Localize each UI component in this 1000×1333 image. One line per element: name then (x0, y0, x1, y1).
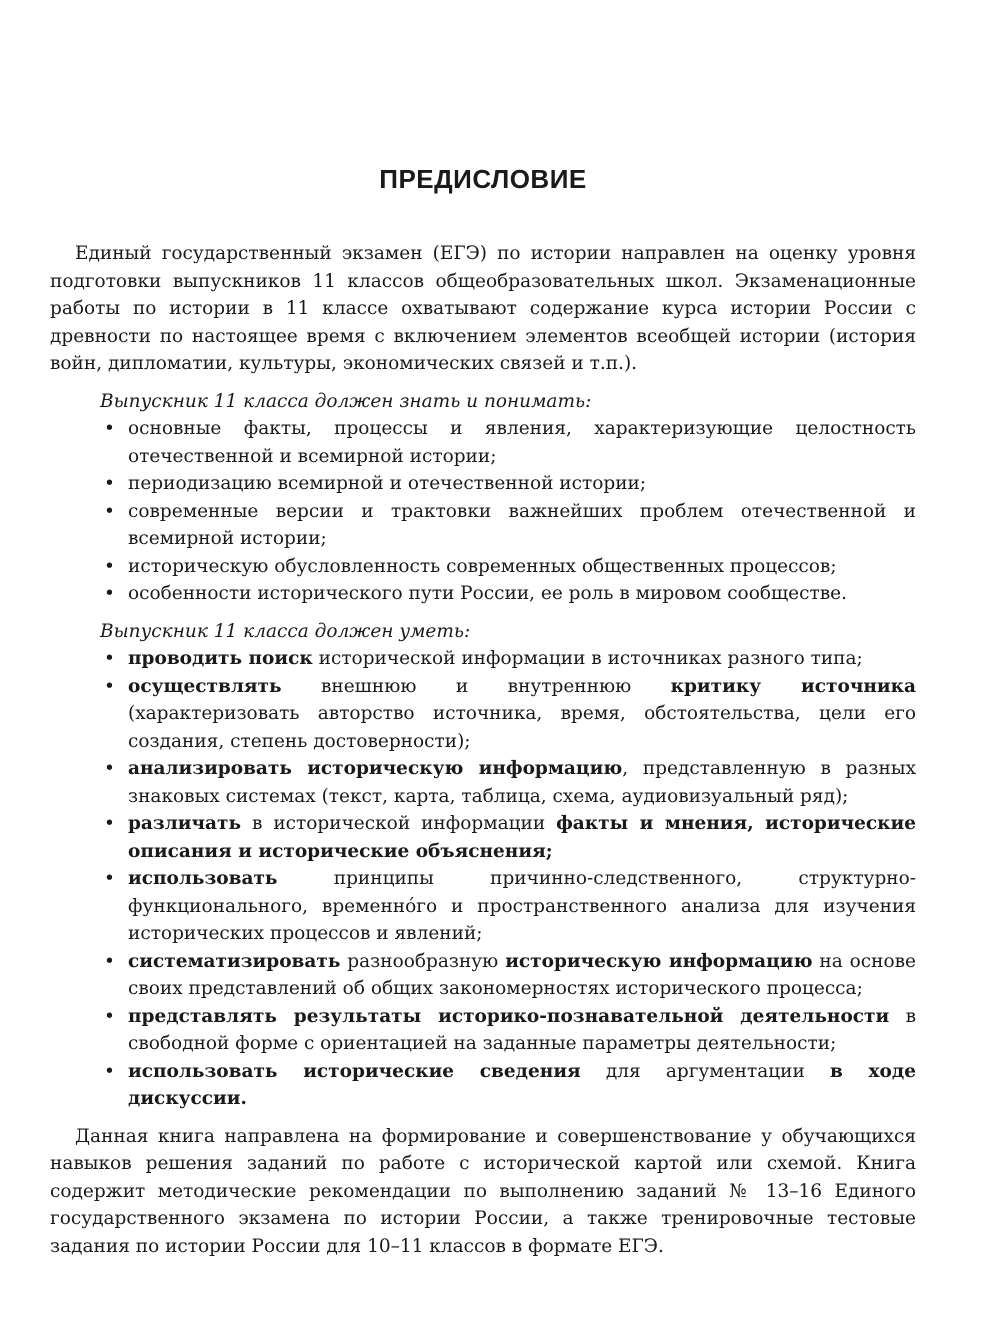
bold-phrase: использовать исторические сведения (128, 1060, 581, 1082)
list-item: • историческую обусловленность современных общественных процессов; (128, 553, 916, 581)
item-text: исторической информации в источниках разного типа; (312, 648, 863, 669)
bold-phrase: факты и мнения, исторические описания и исторические объяснения; (128, 813, 916, 862)
list-item: • основные факты, процессы и явления, характеризующие целостность отечественной и всемирной истории; (128, 415, 916, 470)
page-title: ПРЕДИСЛОВИЕ (379, 164, 587, 194)
can-lead: Выпускник 11 класса должен уметь: (100, 620, 471, 642)
item-text: , представленную в разных знаковых системах (текст, карта, таблица, схема, аудиовизуальный ряд); (128, 758, 917, 807)
list-item (128, 1003, 916, 1058)
list-item (128, 810, 916, 865)
bold-phrase: критику источника (670, 675, 916, 697)
list-item (128, 1058, 916, 1113)
item-text: на основе своих представлений об общих закономерностях исторического процесса; (128, 950, 916, 999)
bold-phrase: анализировать историческую информацию (128, 758, 623, 779)
list-item: • периодизацию всемирной и отечественной истории; (128, 470, 916, 498)
list-item (128, 865, 916, 948)
bold-phrase: систематизировать (128, 950, 341, 972)
know-list (50, 415, 916, 608)
closing-paragraph: Данная книга направлена на формирование и совершенствование у обучающихся навыков решения заданий по работе с исторической картой или схемой. Книга содержит методические рекомендации по выполнению заданий № 13–16 Единого государственного экзамена по истории России, а также тренировочные тестовые задания по истории России для 10–11 классов в формате ЕГЭ. (50, 1125, 916, 1257)
item-text: разнообразную (340, 950, 506, 972)
list-item: • современные версии и трактовки важнейших проблем отечественной и всемирной истории; (128, 498, 916, 553)
item-text: в исторической информации (241, 813, 557, 834)
bold-phrase: историческую информацию (505, 950, 813, 972)
list-item (128, 755, 916, 810)
bold-phrase: различать (128, 813, 242, 834)
bold-phrase: в ходе дискуссии. (128, 1060, 916, 1109)
item-text: внешнюю и внутреннюю (281, 675, 671, 697)
intro-paragraph: Единый государственный экзамен (ЕГЭ) по истории направлен на оценку уровня подготовки выпускников 11 классов общеобразовательных школ. Экзаменационные работы по истории в 11 классе охватывают содержание курса истории России с древности по настоящее время с включением элементов всеобщей истории (история войн, дипломатии, культуры, экономических связей и т.п.). (50, 243, 916, 374)
bold-phrase: использовать (128, 868, 278, 889)
list-item (128, 673, 916, 756)
bold-phrase: представлять результаты историко-познавательной деятельности (128, 1005, 890, 1027)
item-text: в свободной форме с ориентацией на заданные параметры деятельности; (128, 1005, 917, 1054)
can-list (50, 645, 916, 1113)
list-item: • особенности исторического пути России, ее роль в мировом сообществе. (128, 580, 916, 608)
list-item (128, 948, 916, 1003)
item-text: для аргументации (580, 1060, 830, 1082)
item-text: (характеризовать авторство источника, время, обстоятельства, цели его создания, степень достоверности); (128, 703, 916, 752)
item-text: принципы причинно-следственного, структурно-функционального, временнóго и пространственного анализа для изучения исторических процессов и явлений; (128, 868, 916, 944)
preface-body (50, 240, 916, 1260)
bold-phrase: осуществлять (128, 675, 282, 697)
bold-phrase: проводить поиск (128, 648, 313, 669)
list-item (128, 645, 916, 673)
know-lead: Выпускник 11 класса должен знать и понимать: (100, 390, 592, 412)
